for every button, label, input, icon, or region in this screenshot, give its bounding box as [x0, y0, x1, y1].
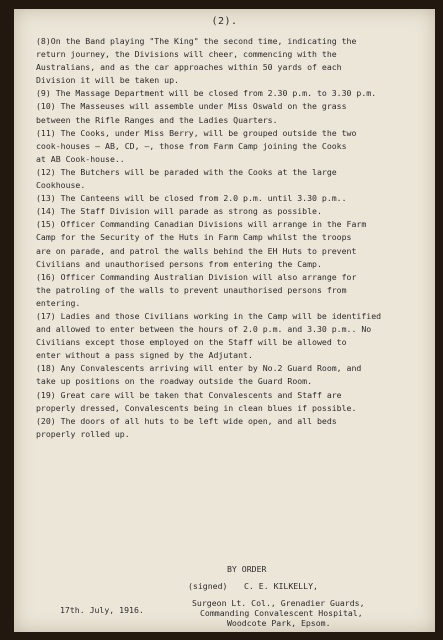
text-line: Division it will be taken up. [36, 75, 179, 86]
text-line: (12) The Butchers will be paraded with the Cooks at the large [36, 166, 337, 177]
text-line: (11) The Cooks, under Miss Berry, will be grouped outside the two [36, 127, 357, 138]
text-line: Camp for the Security of the Huts in Farm Camp whilst the troops [36, 232, 352, 243]
text-line: entering. [36, 297, 81, 308]
text-line: are on parade, and patrol the walls behind the EH Huts to prevent [36, 245, 357, 256]
text-line: (9) The Massage Department will be closed from 2.30 p.m. to 3.30 p.m. [36, 88, 377, 99]
text-line: (20) The doors of all huts to be left wide open, and all beds [36, 415, 337, 426]
text-line: Civilians and unauthorised persons from entering the Camp. [36, 258, 322, 269]
text-line: Australians, and as the car approaches within 50 yards of each [36, 62, 342, 73]
text-line: (15) Officer Commanding Canadian Divisions will arrange in the Farm [36, 219, 367, 230]
text-line: and allowed to enter between the hours of 2.0 p.m. and 3.30 p.m.. No [36, 324, 372, 335]
signatory-command: Commanding Convalescent Hospital, [200, 608, 363, 618]
text-line: (17) Ladies and those Civilians working in the Camp will be identified [36, 310, 382, 321]
text-line: (14) The Staff Division will parade as strong as possible. [36, 206, 322, 217]
text-line: (10) The Masseuses will assemble under Miss Oswald on the grass [36, 101, 347, 112]
text-line: properly rolled up. [36, 428, 130, 439]
text-line: at AB Cook-house.. [36, 153, 125, 164]
text-line: (18) Any Convalescents arriving will enter by No.2 Guard Room, and [36, 363, 362, 374]
signatory-location: Woodcote Park, Epsom. [227, 618, 331, 628]
document-date: 17th. July, 1916. [60, 605, 144, 615]
signed-label: (signed) [188, 581, 228, 591]
by-order-label: BY ORDER [227, 564, 267, 574]
document-body [36, 35, 438, 441]
text-line: (8)On the Band playing "The King" the second time, indicating the [36, 36, 357, 46]
signatory-rank: Surgeon Lt. Col., Grenadier Guards, [192, 598, 365, 608]
text-line: properly dressed, Convalescents being in clean blues if possible. [36, 402, 357, 413]
text-line: (16) Officer Commanding Australian Division will also arrange for [36, 271, 357, 282]
text-line: Civilians except those employed on the Staff will be allowed to [36, 337, 347, 348]
text-line: return journey, the Divisions will cheer, commencing with the [36, 49, 337, 60]
text-line: cook-houses – AB, CD, –, those from Farm Camp joining the Cooks [36, 140, 347, 151]
text-line: Cookhouse. [36, 180, 86, 191]
text-line: between the Rifle Ranges and the Ladies Quarters. [36, 114, 278, 125]
document-page [14, 9, 435, 632]
page-number: (2). [211, 16, 238, 27]
text-line: enter without a pass signed by the Adjutant. [36, 350, 253, 361]
text-line: take up positions on the roadway outside the Guard Room. [36, 376, 313, 387]
text-line: the patroling of the walls to prevent unauthorised persons from [36, 284, 347, 295]
text-line: (19) Great care will be taken that Convalescents and Staff are [36, 389, 342, 400]
signatory-name: C. E. KILKELLY, [244, 581, 318, 591]
text-line: (13) The Canteens will be closed from 2.0 p.m. until 3.30 p.m.. [36, 193, 347, 204]
